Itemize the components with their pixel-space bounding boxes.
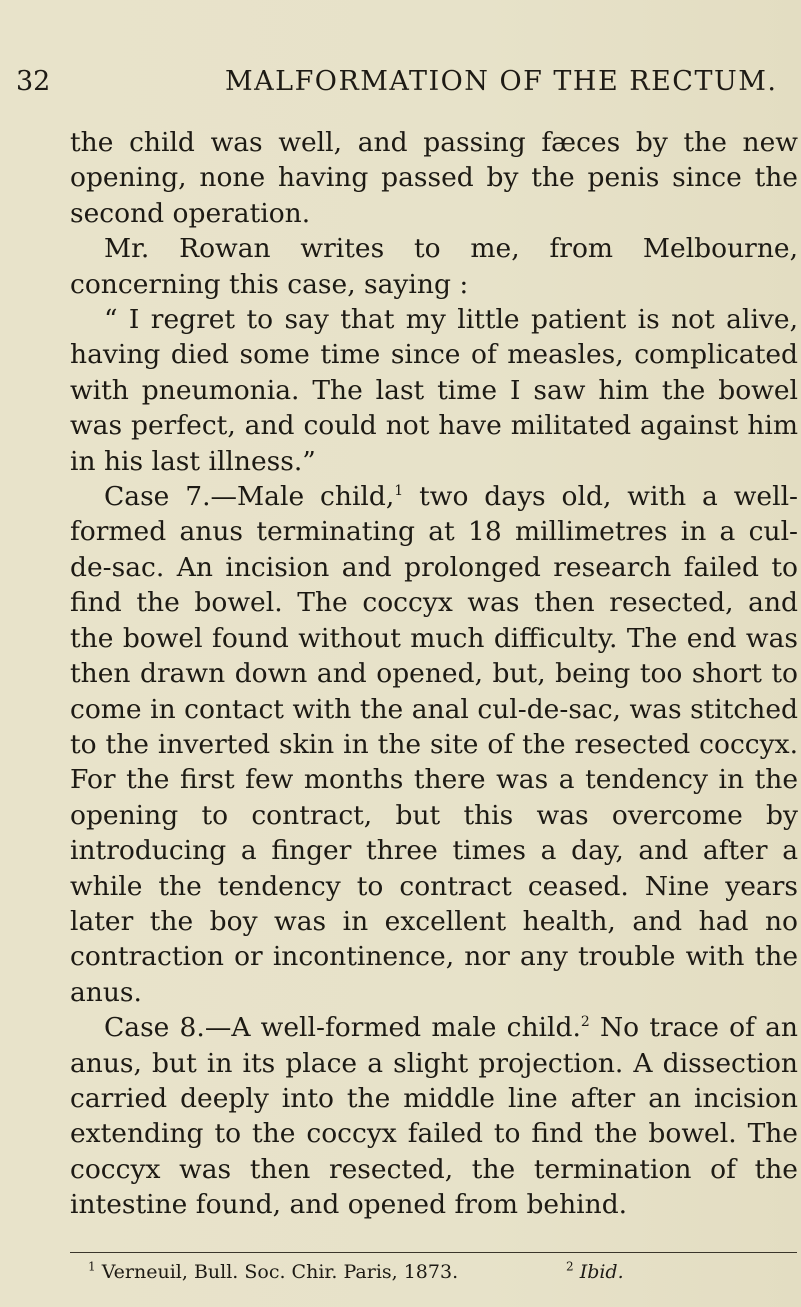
paragraph-3-quote: “ I regret to say that my little patient is not alive, having died some time since of measles, complicated with pneumonia. The last time I saw him the bowel was perfect, and could not have militated against him in his last illness.” <box>70 304 798 477</box>
case-8-lead: Case 8.—A well-formed male child. <box>104 1012 581 1044</box>
footnote-2-text: Ibid. <box>579 1261 624 1283</box>
paragraph-1: the child was well, and passing fæces by the new opening, none having passed by the penis since the second operation. <box>70 127 798 229</box>
footnote-divider <box>70 1252 797 1253</box>
footnote-ref-1: 1 <box>394 483 404 500</box>
paragraph-case-8 <box>70 1010 798 1222</box>
case-7-text: two days old, with a well-formed anus terminating at 18 millimetres in a cul-de-sac. An incision and prolonged research failed to find the bowel. The coccyx was then resected, and the bowel found without much difficulty. The end was then drawn down and opened, but, being too short to come in contact with the anal cul-de-sac, was stitched to the inverted skin in the site of the resected coccyx. For the first few months there was a tendency in the opening to contract, but this was overcome by introducing a finger three times a day, and after a while the tendency to contract ceased. Nine years later the boy was in excellent health, and had no contraction or incontinence, nor any trouble with the anus. <box>70 481 799 1008</box>
footnote-2 <box>566 1260 624 1284</box>
case-7-lead: Case 7.—Male child, <box>104 481 395 513</box>
body-text <box>70 125 798 1223</box>
footnote-2-marker: 2 <box>566 1259 574 1274</box>
footnote-1-marker: 1 <box>88 1259 96 1274</box>
page-number: 32 <box>16 66 51 97</box>
footnote-1 <box>88 1260 458 1284</box>
footnote-1-text: Verneuil, Bull. Soc. Chir. Paris, 1873. <box>101 1261 459 1283</box>
paragraph-case-7 <box>70 479 798 1010</box>
case-8-text: No trace of an anus, but in its place a slight projection. A dissection carried deeply into the middle line after an incision extending to the coccyx failed to find the bowel. The coccyx was then resected, the termination of the intestine found, and opened from behind. <box>70 1012 798 1221</box>
paragraph-2: Mr. Rowan writes to me, from Melbourne, concerning this case, saying : <box>70 233 798 300</box>
footnote-ref-2: 2 <box>580 1014 590 1031</box>
running-title: MALFORMATION OF THE RECTUM. <box>225 66 778 97</box>
